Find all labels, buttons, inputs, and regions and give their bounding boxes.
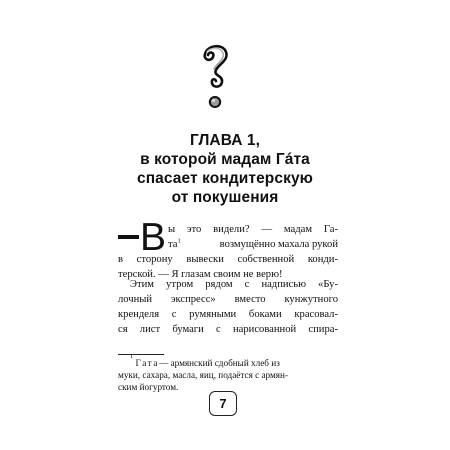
dialogue-dash xyxy=(118,235,139,239)
text-fragment: $та^1$ xyxy=(168,237,181,250)
text-line: кренделя с румяными боками красовал- xyxy=(118,309,338,320)
footnote-line: муки, сахара, масла, яиц, подаётся с армян- xyxy=(118,370,289,380)
footnote-marker: 1 xyxy=(130,353,134,360)
text-fragment: возмущённо махала рукой xyxy=(219,239,338,250)
footnote-text: — армянский сдобный хлеб из xyxy=(159,358,280,368)
question-mark-swirl-icon xyxy=(193,42,237,112)
footnote-line xyxy=(130,353,338,369)
text-line xyxy=(168,237,338,252)
text-line: терской. — Я глазам своим не верю! xyxy=(118,269,283,280)
chapter-heading-line: от покушения xyxy=(171,189,279,206)
footnote-ref: 1 xyxy=(177,237,181,245)
chapter-heading-line: в которой мадам Гáта xyxy=(140,151,310,168)
text-line: Этим утром рядом с надписью «Бу- xyxy=(130,279,338,290)
text-line: лочный экспресс» вместо кунжутного xyxy=(118,294,338,305)
second-paragraph xyxy=(118,277,338,337)
chapter-heading-line: ГЛАВА 1, xyxy=(189,132,261,149)
footnote-rule xyxy=(118,354,164,355)
text-line: в сторону вывески собственной конди- xyxy=(118,254,338,265)
chapter-heading xyxy=(110,131,340,207)
page-number: 7 xyxy=(209,391,237,416)
opening-paragraph xyxy=(118,216,338,282)
drop-cap-letter: В xyxy=(140,216,166,259)
footnote-term: Гата xyxy=(135,358,160,368)
chapter-heading-line: спасает кондитерскую xyxy=(136,170,313,187)
footnote-line: ским йогуртом. xyxy=(118,382,179,392)
text-line: ся лист бумаги с нарисованной спира- xyxy=(118,324,338,335)
text-line: ы это видели? — мадам Га- xyxy=(168,224,338,235)
